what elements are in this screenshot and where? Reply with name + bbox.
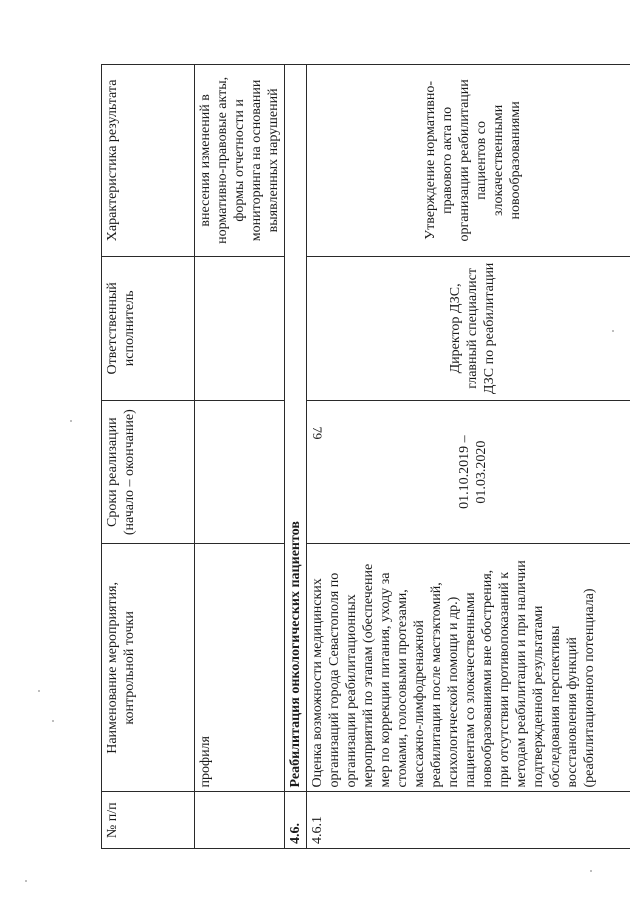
- scan-speck: [590, 870, 592, 872]
- cell-dates: [195, 401, 285, 544]
- cell-dates: 01.10.2019 – 01.03.2020: [307, 401, 630, 544]
- header-responsible: Ответственный исполнитель: [102, 256, 195, 400]
- section-num: 4.6.: [285, 792, 307, 849]
- cell-result: внесения изменений в нормативно-правовые акты, формы отчетности и мониторинга на основании выявленных нарушений: [195, 65, 285, 257]
- header-dates: Сроки реализации (начало – окончание): [102, 401, 195, 544]
- cell-result: Утверждение нормативно-правового акта по организации реабилитации пациентов со злокачественными новообразованиями: [307, 65, 630, 257]
- rotated-table-container: [101, 64, 630, 849]
- cell-name: Оценка возможности медицинских организаций города Севастополя по организации реабилитационных мероприятий по этапам (обеспечение мер по коррекции питания, уходу за стомами, голосовыми протезами, массажно-лимфодренажной реабилитации после мастэктомий, психологической помощи и др.) пациентам со злокачественными новообразованиями вне обострения, при отсутствии противопоказаний к методам реабилитации и при наличии подтвержденной результатами обследования перспективы восстановления функций (реабилитационного потенциала): [307, 544, 630, 792]
- plan-table: [101, 64, 630, 849]
- scan-speck: [25, 880, 27, 882]
- scan-speck: [70, 420, 72, 422]
- header-num: № п/п: [102, 792, 195, 849]
- header-name: Наименование мероприятия, контрольной точки: [102, 544, 195, 792]
- scan-speck: [38, 690, 40, 692]
- header-result: Характеристика результата: [102, 65, 195, 257]
- section-title: Реабилитация онкологических пациентов: [285, 65, 307, 793]
- section-row: [285, 65, 307, 849]
- table-row-continued: [195, 65, 285, 849]
- page-number: 79: [310, 426, 325, 440]
- cell-responsible: [195, 256, 285, 400]
- cell-name: профиля: [195, 544, 285, 792]
- table-header-row: [102, 65, 195, 849]
- scan-speck: [612, 330, 614, 332]
- cell-num: [195, 792, 285, 849]
- cell-num: 4.6.1: [307, 792, 630, 849]
- cell-responsible: Директор ДЗС, главный специалист ДЗС по реабилитации: [307, 256, 630, 400]
- table-row-461: [307, 65, 630, 849]
- scan-speck: [52, 720, 54, 722]
